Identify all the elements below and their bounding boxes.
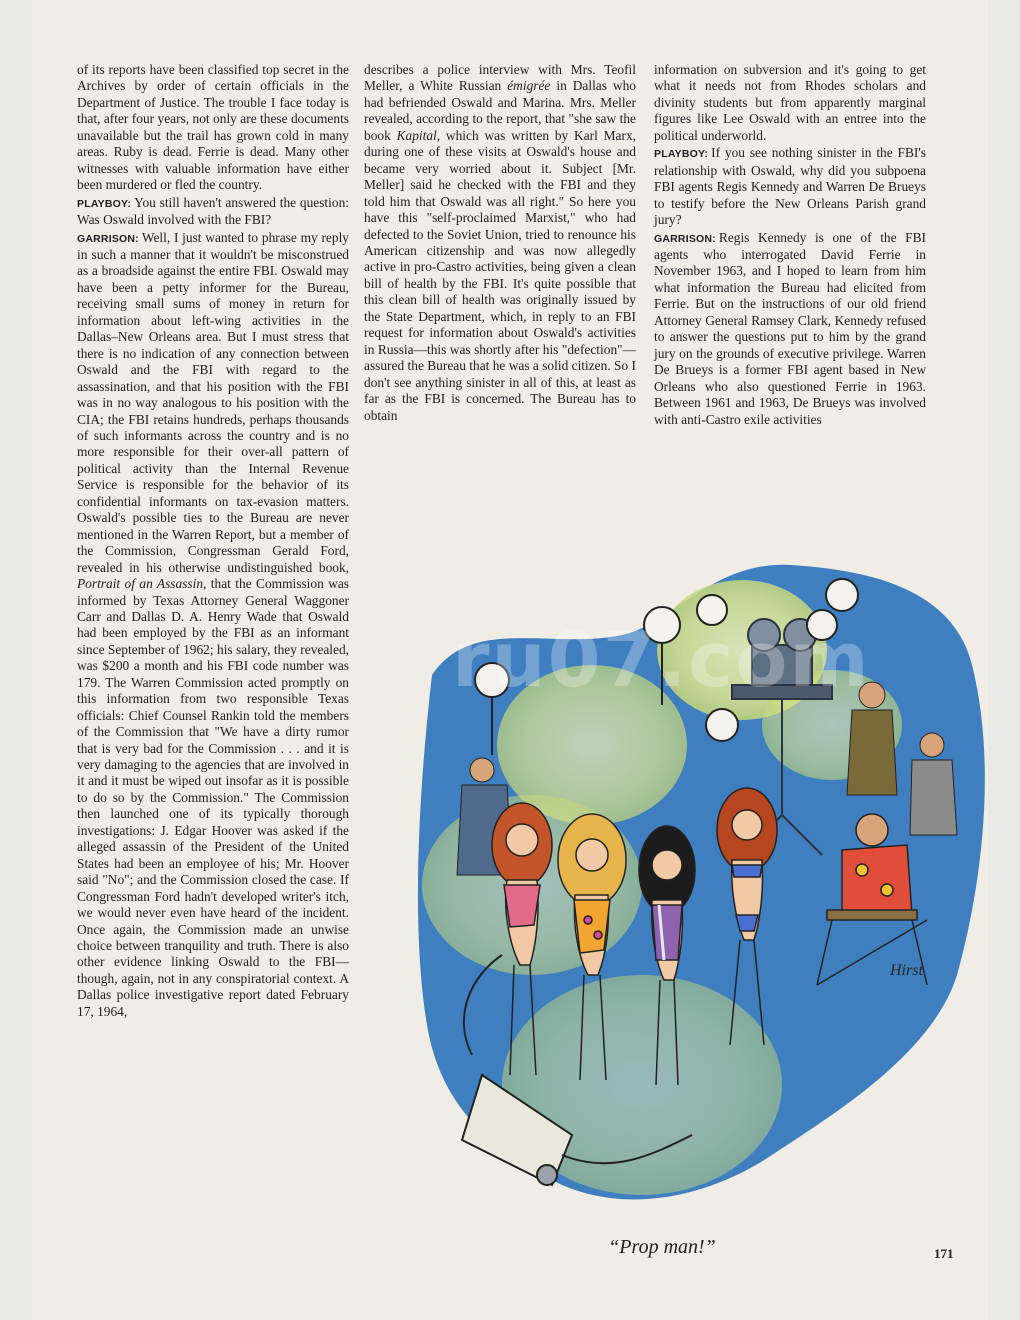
paragraph-text: If you see nothing sinister in the FBI's relationship with Oswald, why did you subpoena FBI agents Regis Kennedy and Warren De Brueys to testify before the New Orleans Parish grand jury? bbox=[654, 145, 926, 228]
speaker-label: PLAYBOY: bbox=[77, 197, 132, 210]
paragraph bbox=[77, 195, 349, 229]
paragraph-text: in Dallas who had befriended Oswald and Marina. Mrs. Meller revealed, according to the report, that "she saw the book bbox=[364, 78, 636, 143]
book-title: Kapital, bbox=[396, 127, 441, 143]
paragraph bbox=[654, 145, 926, 228]
watermark: ru07.com bbox=[452, 615, 871, 704]
text-column-1 bbox=[77, 62, 349, 1021]
paragraph-text: Well, I just wanted to phrase my reply in such a manner that it wouldn't be misconstrued as a broadside against the entire FBI. Oswald may have been a petty informer for the Bureau, receiving small sums of money in return for information about left-wing activities in the Dallas–New Orleans area. But I must stress that there is no indication of any connection between Oswald and the FBI with regard to the assassination, and that his position with the FBI was in no way analogous to his position with the CIA; the FBI retains hundreds, perhaps thousands of such informants across the country and is no more responsible for their over-all pattern of political activity than the Internal Revenue Service is responsible for the behavior of its confidential informants on tax-evasion matters. Oswald's possible ties to the Bureau are never mentioned in the Warren Report, but a member of the Commission, Congressman Gerald Ford, revealed in his otherwise undistinguished book, bbox=[77, 229, 349, 575]
paragraph bbox=[654, 230, 926, 428]
speaker-label: GARRISON: bbox=[654, 232, 716, 245]
paragraph bbox=[364, 62, 636, 424]
paragraph-text: Regis Kennedy is one of the FBI agents who interrogated David Ferrie in November 1963, and I hoped to learn from him what information the Bureau had elicited from Ferrie. But on the instructions of our old friend Attorney General Ramsey Clark, Kennedy refused to answer the questions put to him by the grand jury on the grounds of executive privilege. Warren De Brueys is a former FBI agent based in New Orleans who also questioned Ferrie in 1963. Between 1961 and 1963, De Brueys was involved with anti-Castro exile activities bbox=[654, 229, 926, 427]
paragraph: of its reports have been classified top secret in the Archives by order of certain officials in the Department of Justice. The trouble I face today is that, after four years, not only are these documents unavailable but the trail has grown cold in many areas. Ruby is dead. Ferrie is dead. Many other witnesses with valuable information have either been murdered or fled the country. bbox=[77, 62, 349, 193]
cartoon-caption: “Prop man!” bbox=[608, 1236, 716, 1258]
paragraph-text: that the Commission was informed by Texas Attorney General Waggoner Carr and Dallas D. A. Henry Wade that Oswald had been employed by the FBI as an informant since September of 1962; his salary, they revealed, was $200 a month and his FBI code number was 179. The Warren Commission acted promptly on this information from two responsible Texas officials: Chief Counsel Rankin told the members of the Commission that "We have a dirty rumor that is very bad for the Commission . . . and it is very damaging to the agencies that are involved in it and it must be wiped out insofar as it is possible to do so by the Commission." The Commission then launched one of its typically thorough investigations: J. Edgar Hoover was asked if the alleged assassin of the President of the United States had been an employee of his; Mr. Hoover said "No"; and the Commission closed the case. If Congressman Ford hadn't developed writer's itch, we would never even have heard of the incident. Once again, the Commission made an unwise choice between tranquility and truth. There is also other evidence linking Oswald to the FBI—though, again, not in any conspiratorial context. A Dallas police investigative report dated February 17, 1964, bbox=[77, 576, 349, 1019]
book-title: Portrait of an Assassin, bbox=[77, 576, 207, 592]
paragraph bbox=[77, 230, 349, 1021]
paragraph-text: You still haven't answered the question: Was Oswald involved with the FBI? bbox=[77, 194, 349, 228]
magazine-page bbox=[32, 0, 988, 1320]
paragraph: information on subversion and it's going to get what it needs not from Rhodes scholars and divinity students but from apparently marginal figures like Lee Oswald with an entree into the political underworld. bbox=[654, 62, 926, 143]
speaker-label: PLAYBOY: bbox=[654, 148, 709, 161]
paragraph-text: which was written by Karl Marx, during one of these visits at Oswald's house and became very worried about it. Subject [Mr. Meller] said he checked with the FBI and they told him that Oswald was all right." So here you have this "self-proclaimed Marxist," who had defected to the Soviet Union, tried to renounce his American citizenship and was now allegedly active in pro-Castro activities, being given a clean bill of health by the FBI. It's quite possible that this clean bill of health was originally issued by the State Department, which, in reply to an FBI request for information about Oswald's activities in Russia—this was shortly after his "defection"—assured the Bureau that he was a solid citizen. So I don't see anything sinister in all of this, at least as far as the FBI is concerned. The Bureau has to obtain bbox=[364, 127, 636, 423]
text-column-2 bbox=[364, 62, 636, 425]
text-column-3 bbox=[654, 62, 926, 429]
italic-word: émigrée bbox=[507, 78, 551, 94]
artist-signature: Hirst bbox=[890, 962, 923, 979]
paragraph-text: describes a police interview with Mrs. Teofil Meller, a White Russian bbox=[364, 62, 636, 94]
speaker-label: GARRISON: bbox=[77, 232, 139, 245]
page-number: 171 bbox=[934, 1246, 954, 1261]
